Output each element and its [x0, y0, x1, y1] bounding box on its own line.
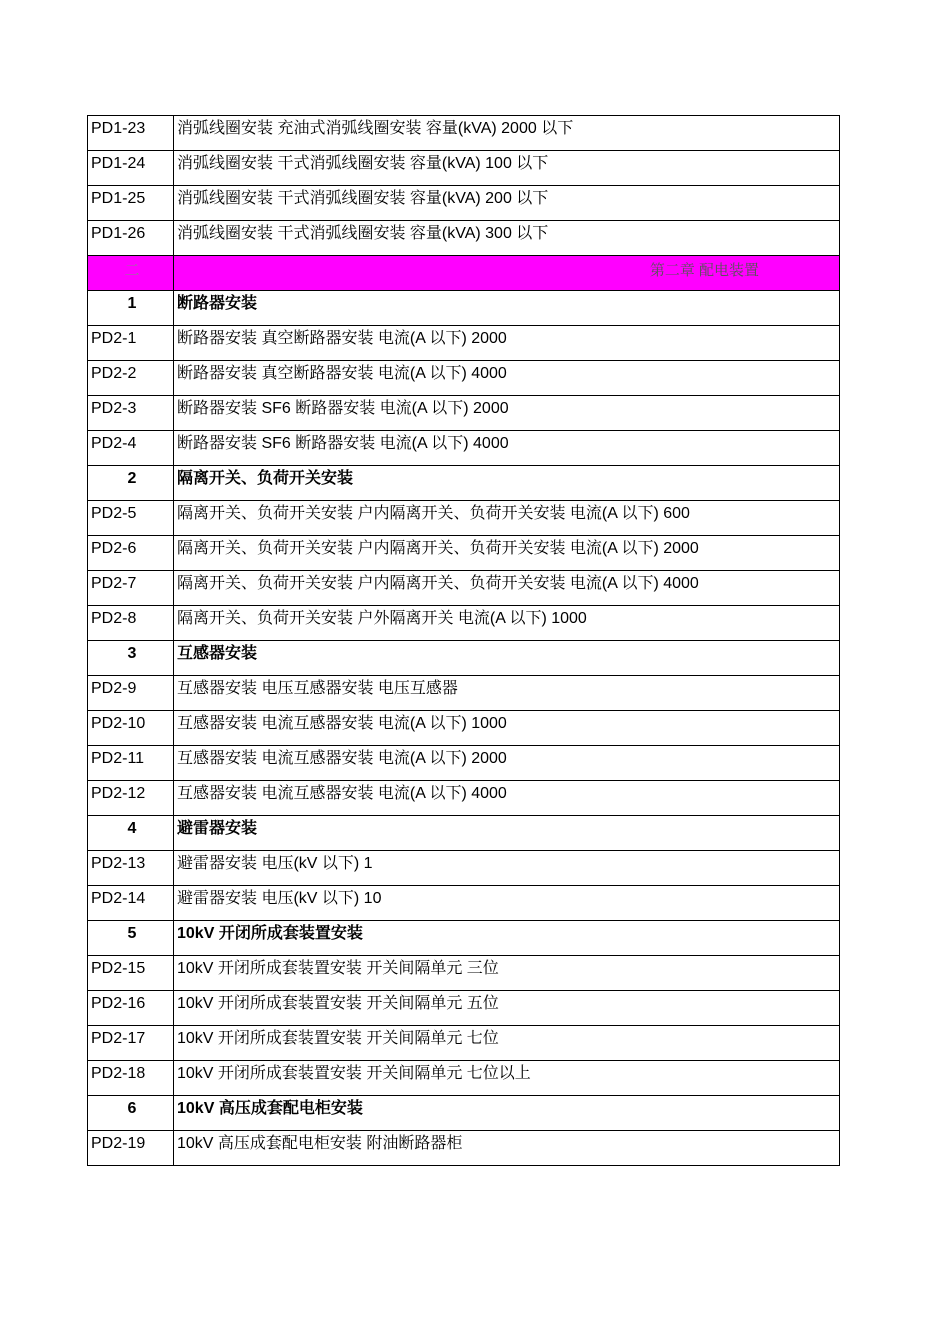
table-row — [88, 186, 840, 221]
item-description-cell: 断路器安装 SF6 断路器安装 电流(A 以下) 2000 — [174, 396, 840, 431]
section-header-row — [88, 641, 840, 676]
section-number-cell: 3 — [88, 641, 174, 676]
chapter-title-cell: 第二章 配电装置 — [174, 256, 840, 291]
item-code-cell: PD2-2 — [88, 361, 174, 396]
table-row — [88, 396, 840, 431]
item-description-cell: 隔离开关、负荷开关安装 户内隔离开关、负荷开关安装 电流(A 以下) 4000 — [174, 571, 840, 606]
item-description-cell: 断路器安装 SF6 断路器安装 电流(A 以下) 4000 — [174, 431, 840, 466]
item-description-cell: 消弧线圈安装 充油式消弧线圈安装 容量(kVA) 2000 以下 — [174, 116, 840, 151]
section-header-row — [88, 816, 840, 851]
table-row — [88, 676, 840, 711]
table-row — [88, 606, 840, 641]
table-row — [88, 956, 840, 991]
item-description-cell: 互感器安装 电流互感器安装 电流(A 以下) 4000 — [174, 781, 840, 816]
section-number-cell: 6 — [88, 1096, 174, 1131]
item-description-cell: 10kV 高压成套配电柜安装 附油断路器柜 — [174, 1131, 840, 1166]
item-code-cell: PD1-24 — [88, 151, 174, 186]
item-code-cell: PD2-19 — [88, 1131, 174, 1166]
section-number-cell: 5 — [88, 921, 174, 956]
section-title-cell: 10kV 高压成套配电柜安装 — [174, 1096, 840, 1131]
table-row — [88, 711, 840, 746]
item-code-cell: PD1-23 — [88, 116, 174, 151]
table-row — [88, 501, 840, 536]
item-description-cell: 断路器安装 真空断路器安装 电流(A 以下) 2000 — [174, 326, 840, 361]
item-code-cell: PD2-3 — [88, 396, 174, 431]
table-row — [88, 1026, 840, 1061]
section-number-cell: 4 — [88, 816, 174, 851]
section-number-cell: 2 — [88, 466, 174, 501]
item-description-cell: 互感器安装 电压互感器安装 电压互感器 — [174, 676, 840, 711]
item-code-cell: PD2-6 — [88, 536, 174, 571]
item-code-cell: PD2-1 — [88, 326, 174, 361]
item-code-cell: PD2-8 — [88, 606, 174, 641]
item-description-cell: 10kV 开闭所成套装置安装 开关间隔单元 三位 — [174, 956, 840, 991]
item-code-cell: PD2-16 — [88, 991, 174, 1026]
item-description-cell: 10kV 开闭所成套装置安装 开关间隔单元 七位以上 — [174, 1061, 840, 1096]
item-description-cell: 消弧线圈安装 干式消弧线圈安装 容量(kVA) 100 以下 — [174, 151, 840, 186]
item-code-cell: PD2-18 — [88, 1061, 174, 1096]
item-code-cell: PD1-25 — [88, 186, 174, 221]
quota-table-body — [88, 116, 840, 1166]
section-header-row — [88, 466, 840, 501]
table-row — [88, 991, 840, 1026]
section-title-cell: 隔离开关、负荷开关安装 — [174, 466, 840, 501]
table-row — [88, 151, 840, 186]
item-code-cell: PD2-7 — [88, 571, 174, 606]
item-description-cell: 隔离开关、负荷开关安装 户内隔离开关、负荷开关安装 电流(A 以下) 2000 — [174, 536, 840, 571]
table-row — [88, 571, 840, 606]
table-row — [88, 1131, 840, 1166]
item-code-cell: PD2-13 — [88, 851, 174, 886]
item-code-cell: PD2-10 — [88, 711, 174, 746]
item-code-cell: PD2-4 — [88, 431, 174, 466]
table-row — [88, 781, 840, 816]
table-row — [88, 886, 840, 921]
table-row — [88, 746, 840, 781]
chapter-header-row — [88, 256, 840, 291]
table-row — [88, 221, 840, 256]
section-header-row — [88, 1096, 840, 1131]
item-description-cell: 10kV 开闭所成套装置安装 开关间隔单元 七位 — [174, 1026, 840, 1061]
section-header-row — [88, 921, 840, 956]
section-number-cell: 1 — [88, 291, 174, 326]
item-code-cell: PD2-12 — [88, 781, 174, 816]
item-description-cell: 断路器安装 真空断路器安装 电流(A 以下) 4000 — [174, 361, 840, 396]
section-title-cell: 避雷器安装 — [174, 816, 840, 851]
item-description-cell: 隔离开关、负荷开关安装 户外隔离开关 电流(A 以下) 1000 — [174, 606, 840, 641]
section-title-cell: 互感器安装 — [174, 641, 840, 676]
section-header-row — [88, 291, 840, 326]
section-title-cell: 断路器安装 — [174, 291, 840, 326]
table-row — [88, 361, 840, 396]
table-row — [88, 1061, 840, 1096]
item-code-cell: PD2-11 — [88, 746, 174, 781]
section-title-cell: 10kV 开闭所成套装置安装 — [174, 921, 840, 956]
item-description-cell: 避雷器安装 电压(kV 以下) 1 — [174, 851, 840, 886]
table-row — [88, 851, 840, 886]
item-description-cell: 互感器安装 电流互感器安装 电流(A 以下) 1000 — [174, 711, 840, 746]
item-description-cell: 避雷器安装 电压(kV 以下) 10 — [174, 886, 840, 921]
chapter-number-cell: 二 — [88, 256, 174, 291]
item-description-cell: 消弧线圈安装 干式消弧线圈安装 容量(kVA) 200 以下 — [174, 186, 840, 221]
item-description-cell: 隔离开关、负荷开关安装 户内隔离开关、负荷开关安装 电流(A 以下) 600 — [174, 501, 840, 536]
item-description-cell: 互感器安装 电流互感器安装 电流(A 以下) 2000 — [174, 746, 840, 781]
quota-table — [87, 115, 840, 1166]
table-row — [88, 116, 840, 151]
table-row — [88, 536, 840, 571]
item-description-cell: 10kV 开闭所成套装置安装 开关间隔单元 五位 — [174, 991, 840, 1026]
item-code-cell: PD2-14 — [88, 886, 174, 921]
item-code-cell: PD2-15 — [88, 956, 174, 991]
item-code-cell: PD2-17 — [88, 1026, 174, 1061]
item-code-cell: PD1-26 — [88, 221, 174, 256]
item-description-cell: 消弧线圈安装 干式消弧线圈安装 容量(kVA) 300 以下 — [174, 221, 840, 256]
item-code-cell: PD2-9 — [88, 676, 174, 711]
table-row — [88, 431, 840, 466]
table-row — [88, 326, 840, 361]
item-code-cell: PD2-5 — [88, 501, 174, 536]
